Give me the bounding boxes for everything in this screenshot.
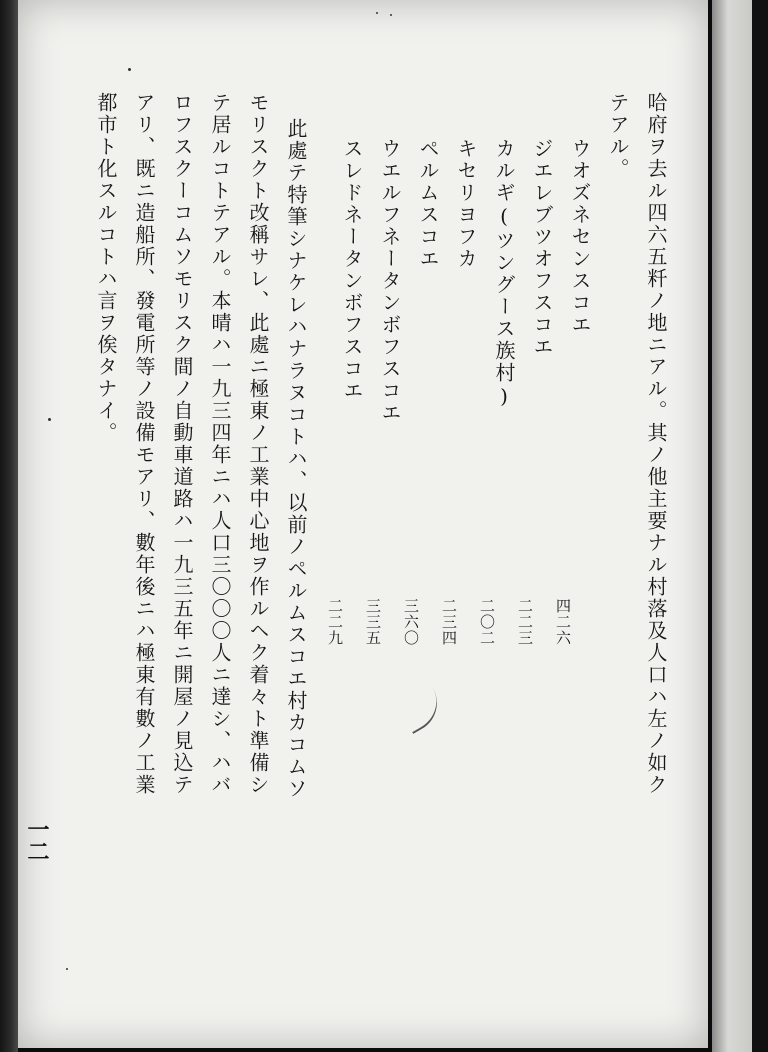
population-2: 二二三 <box>516 598 534 646</box>
village-name-4: キセリヨフカ <box>454 138 478 270</box>
text-column-7: アリ、既ニ造船所、發電所等ノ設備モアリ、數年後ニハ極東有數ノ工業 <box>132 92 156 796</box>
print-speck <box>376 12 378 14</box>
text-column-6: ロフスクーコムソモリスク間ノ自動車道路ハ一九三五年ニ開屋ノ見込テ <box>170 92 194 796</box>
print-speck <box>128 68 131 71</box>
book-binding-shadow <box>0 0 18 1052</box>
village-name-5: ペルムスコエ <box>416 138 440 270</box>
village-name-3: カルギ(ツングース族村) <box>492 138 516 410</box>
population-6: 三三五 <box>364 598 382 646</box>
print-speck <box>66 968 68 970</box>
text-column-3: 此處テ特筆シナケレハナラヌコトハ、以前ノペルムスコエ村カコムソ <box>284 118 308 800</box>
document-page <box>18 0 708 1048</box>
print-speck <box>48 418 51 421</box>
text-column-2: テアル。 <box>606 92 630 180</box>
village-name-1: ウオズネセンスコエ <box>568 138 592 336</box>
village-name-6: ウエルフネータンボフスコエ <box>378 138 402 424</box>
village-name-2: ジエレブツオフスコエ <box>530 138 554 358</box>
text-column-8: 都市ト化スルコトハ言ヲ俟タナイ。 <box>94 92 118 444</box>
text-column-4: モリスクト改稱サレ、此處ニ極東ノ工業中心地ヲ作ルヘク着々ト準備シ <box>246 92 270 796</box>
print-speck <box>390 14 392 16</box>
pencil-mark <box>398 688 448 734</box>
text-column-5: テ居ルコトテアル。本晴ハ一九三四年ニハ人口三〇〇〇人ニ達シ、ハバ <box>208 92 232 796</box>
population-1: 四二六 <box>554 598 572 646</box>
population-3: 二〇二 <box>478 598 496 646</box>
population-5: 三六〇 <box>402 598 420 646</box>
population-7: 二二九 <box>326 598 344 646</box>
text-column-1: 哈府ヲ去ル四六五粁ノ地ニアル。其ノ他主要ナル村落及人口ハ左ノ如ク <box>644 92 668 796</box>
page-number: 一二 <box>24 818 50 862</box>
village-name-7: スレドネータンボフスコエ <box>340 138 364 402</box>
facing-page-edge <box>712 0 752 1052</box>
population-4: 二三四 <box>440 598 458 646</box>
scan-border <box>752 0 768 1052</box>
